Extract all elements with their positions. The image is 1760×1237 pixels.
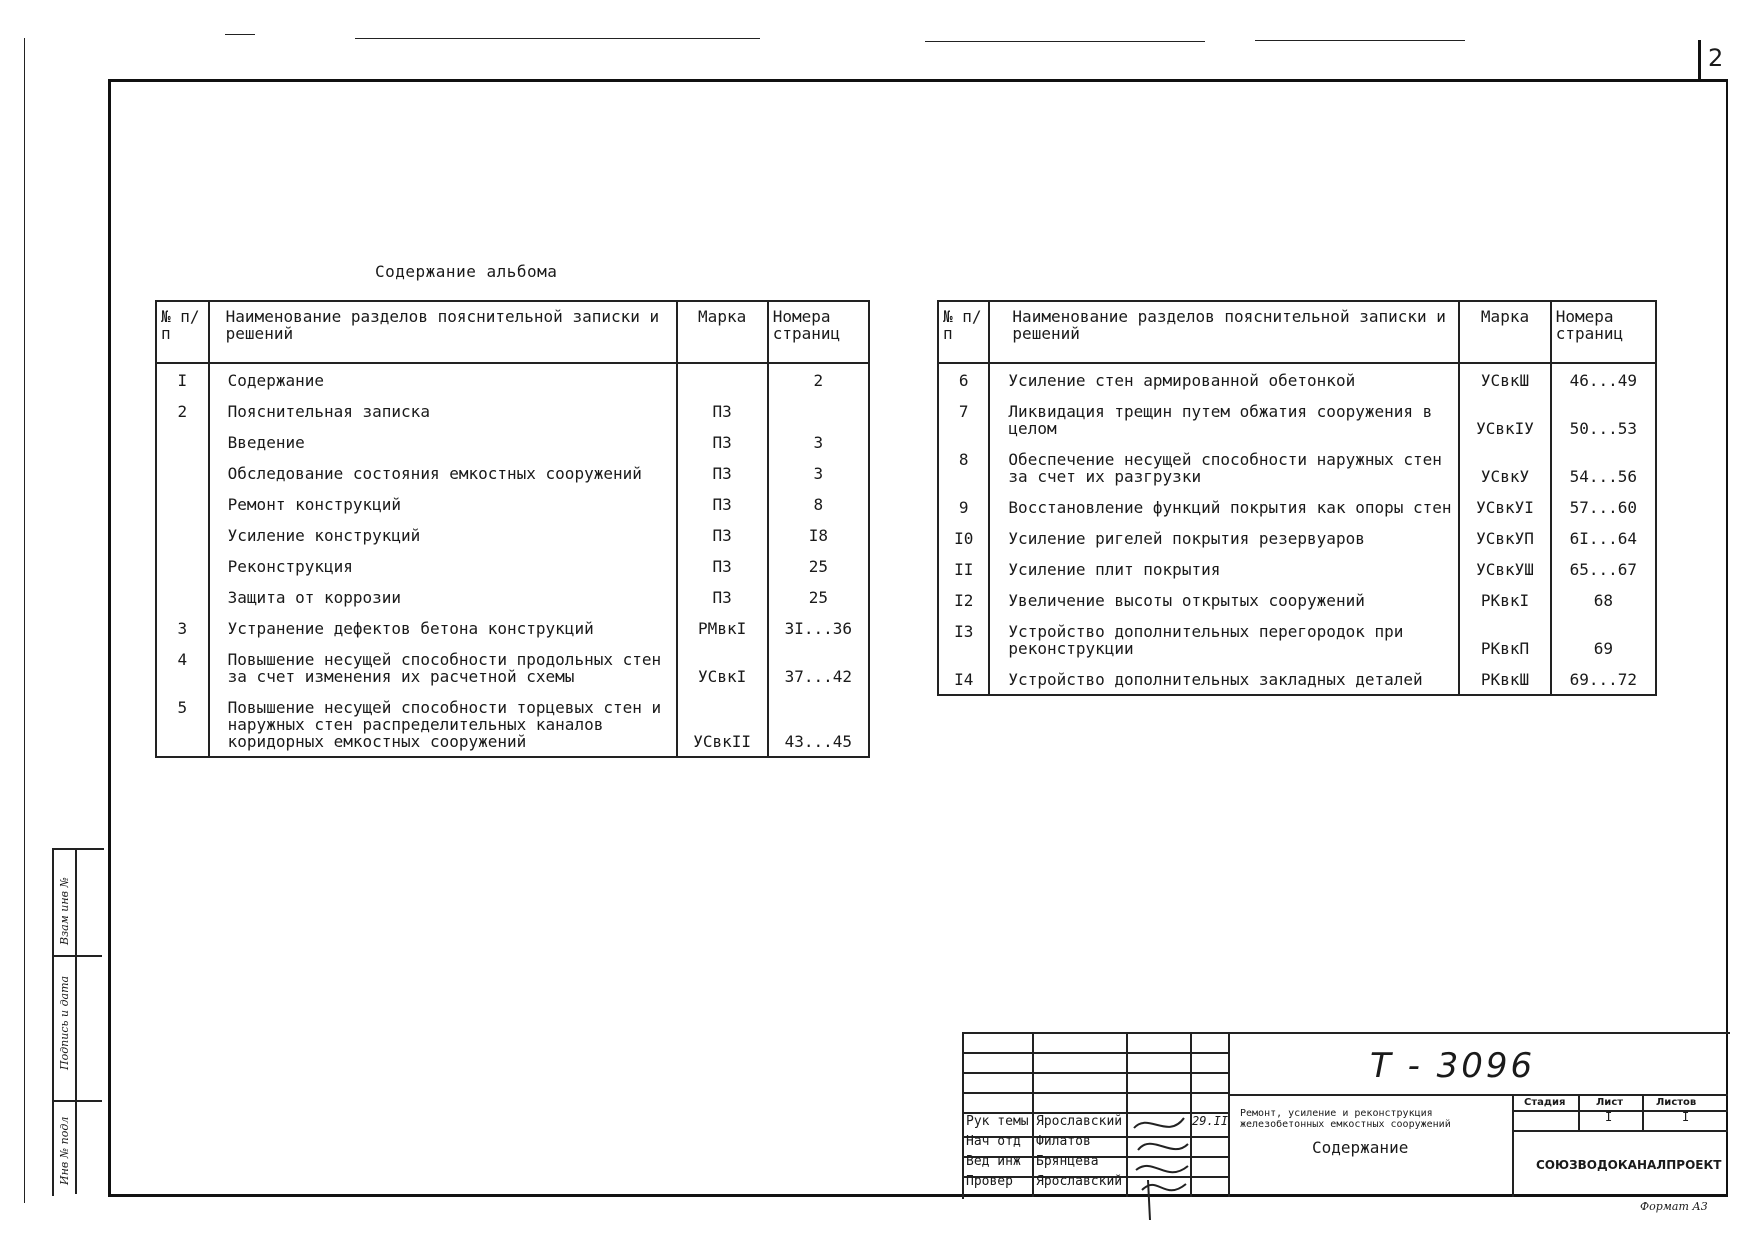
row-number: I4: [938, 663, 989, 695]
sheets-value: I: [1682, 1110, 1690, 1124]
stamp-line: [1228, 1032, 1230, 1197]
stamp-line: [1512, 1130, 1728, 1132]
table-row: [156, 395, 869, 426]
row-mark: ПЗ: [677, 426, 768, 457]
row-pages: 2: [813, 371, 824, 390]
section-name: Содержание: [1312, 1138, 1409, 1157]
table-row: [156, 426, 869, 457]
sidebar-field-replace-inv: Взам инв №: [58, 877, 71, 945]
row-title: Восстановление функций покрытия как опоры стен: [989, 491, 1459, 522]
row-pages: [768, 395, 869, 426]
row-title: Ликвидация трещин путем обжатия сооружения в целом: [989, 395, 1459, 443]
row-mark: [677, 363, 768, 395]
signature-date: 29.ІІ: [1192, 1114, 1229, 1128]
row-pages: 69...72: [1569, 670, 1638, 689]
row-mark: РМвкI: [677, 612, 768, 643]
stamp-line: [1512, 1110, 1728, 1112]
row-number: [156, 519, 209, 550]
header-mark: Марка: [1459, 301, 1550, 363]
table-row: [156, 457, 869, 488]
row-pages: 3I...36: [784, 619, 853, 638]
table-row: [938, 584, 1656, 615]
header-num: № п/п: [938, 301, 989, 363]
row-mark: РКвкШ: [1459, 663, 1550, 695]
table-row: [156, 643, 869, 691]
scan-line: [225, 34, 255, 35]
row-title: Усиление стен армированной обетонкой: [989, 363, 1459, 395]
row-number: I2: [938, 584, 989, 615]
row-title: Устранение дефектов бетона конструкций: [209, 612, 677, 643]
row-number: 5: [156, 691, 209, 757]
row-mark: ПЗ: [677, 457, 768, 488]
sidebar-divider: [75, 848, 77, 1194]
row-pages: 37...42: [784, 667, 853, 686]
row-mark: РКвкП: [1459, 615, 1550, 663]
contents-table-left: [155, 300, 870, 758]
row-mark: ПЗ: [677, 550, 768, 581]
row-title: Устройство дополнительных закладных деталей: [989, 663, 1459, 695]
row-mark: УСвкУ: [1459, 443, 1550, 491]
row-pages: 6I...64: [1569, 529, 1638, 548]
row-mark: УСвкIУ: [1459, 395, 1550, 443]
row-pages: I8: [808, 526, 828, 545]
table-row: [938, 522, 1656, 553]
stage-label: Стадия: [1524, 1097, 1566, 1108]
row-title: Реконструкция: [209, 550, 677, 581]
row-number: [156, 457, 209, 488]
row-title: Повышение несущей способности торцевых стен и наружных стен распределительных каналов коридорных емкостных сооружений: [209, 691, 677, 757]
row-number: 7: [938, 395, 989, 443]
row-title: Обеспечение несущей способности наружных стен за счет их разгрузки: [989, 443, 1459, 491]
scan-line: [925, 41, 1205, 42]
row-pages: 65...67: [1569, 560, 1638, 579]
signature-role: Провер: [966, 1174, 1013, 1189]
scan-line: [1255, 40, 1465, 41]
sheet-value: I: [1605, 1110, 1613, 1124]
row-number: 8: [938, 443, 989, 491]
row-mark: ПЗ: [677, 519, 768, 550]
stamp-line: [962, 1052, 1228, 1054]
row-pages: 8: [813, 495, 824, 514]
row-pages: 69: [1593, 639, 1613, 658]
row-mark: ПЗ: [677, 395, 768, 426]
table-row: [156, 691, 869, 757]
row-title: Обследование состояния емкостных сооружений: [209, 457, 677, 488]
sheets-label: Листов: [1656, 1097, 1697, 1108]
table-row: [156, 488, 869, 519]
table-row: [156, 612, 869, 643]
project-name: Ремонт, усиление и реконструкция железобетонных емкостных сооружений: [1240, 1108, 1451, 1130]
table-row: [938, 663, 1656, 695]
row-title: Усиление плит покрытия: [989, 553, 1459, 584]
row-title: Повышение несущей способности продольных стен за счет изменения их расчетной схемы: [209, 643, 677, 691]
table-row: [938, 395, 1656, 443]
sidebar-line: [52, 1100, 102, 1102]
stamp-line: [1032, 1032, 1034, 1197]
table-row: [938, 553, 1656, 584]
row-mark: УСвкУП: [1459, 522, 1550, 553]
stamp-line: [1642, 1094, 1644, 1130]
row-title: Введение: [209, 426, 677, 457]
row-number: I0: [938, 522, 989, 553]
stamp-line: [962, 1092, 1228, 1094]
contents-table-right: [937, 300, 1657, 696]
signature-role: Вед инж: [966, 1154, 1021, 1169]
table-row: [156, 550, 869, 581]
stamp-line: [1228, 1094, 1728, 1096]
signature-name: Ярославский: [1036, 1174, 1123, 1189]
table-header-row: [156, 301, 869, 363]
row-number: 2: [156, 395, 209, 426]
row-mark: УСвкI: [677, 643, 768, 691]
row-title: Усиление ригелей покрытия резервуаров: [989, 522, 1459, 553]
row-title: Устройство дополнительных перегородок при реконструкции: [989, 615, 1459, 663]
row-number: [156, 426, 209, 457]
signature-name: Филатов: [1036, 1134, 1091, 1149]
row-pages: 54...56: [1569, 467, 1638, 486]
table-row: [156, 581, 869, 612]
row-pages: 50...53: [1569, 419, 1638, 438]
row-pages: 3: [813, 464, 824, 483]
row-title: Содержание: [209, 363, 677, 395]
table-row: [938, 491, 1656, 522]
sheet-number-box: [1698, 40, 1756, 80]
paper-format: Формат А3: [1640, 1200, 1708, 1213]
table-row: [938, 443, 1656, 491]
row-title: Ремонт конструкций: [209, 488, 677, 519]
row-pages: 68: [1593, 591, 1613, 610]
row-number: 6: [938, 363, 989, 395]
row-pages: 43...45: [784, 732, 853, 751]
scan-edge-line: [24, 38, 25, 1203]
row-number: I: [156, 363, 209, 395]
table-row: [156, 363, 869, 395]
row-number: [156, 488, 209, 519]
sheet-label: Лист: [1596, 1097, 1624, 1108]
table-header-row: [938, 301, 1656, 363]
row-mark: УСвкУШ: [1459, 553, 1550, 584]
page-title: Содержание альбома: [375, 262, 558, 281]
signature-name: Ярославский: [1036, 1114, 1123, 1129]
row-pages: 3: [813, 433, 824, 452]
row-mark: РКвкI: [1459, 584, 1550, 615]
header-name: Наименование разделов пояснительной записки и решений: [989, 301, 1459, 363]
header-pages: Номера страниц: [768, 301, 869, 363]
row-pages: 46...49: [1569, 371, 1638, 390]
signature-scribbles: [1128, 1110, 1194, 1220]
header-name: Наименование разделов пояснительной записки и решений: [209, 301, 677, 363]
row-mark: ПЗ: [677, 581, 768, 612]
row-pages: 25: [808, 588, 828, 607]
row-title: Увеличение высоты открытых сооружений: [989, 584, 1459, 615]
organization-name: СОЮЗВОДОКАНАЛПРОЕКТ: [1536, 1158, 1722, 1172]
row-number: II: [938, 553, 989, 584]
row-title: Пояснительная записка: [209, 395, 677, 426]
row-number: [156, 581, 209, 612]
table-row: [938, 363, 1656, 395]
signature-name: Брянцева: [1036, 1154, 1099, 1169]
row-title: Защита от коррозии: [209, 581, 677, 612]
row-mark: УСвкII: [677, 691, 768, 757]
header-num: № п/п: [156, 301, 209, 363]
row-number: 4: [156, 643, 209, 691]
row-number: [156, 550, 209, 581]
row-title: Усиление конструкций: [209, 519, 677, 550]
signature-role: Нач отд: [966, 1134, 1021, 1149]
header-pages: Номера страниц: [1551, 301, 1656, 363]
table-row: [156, 519, 869, 550]
row-pages: 57...60: [1569, 498, 1638, 517]
row-mark: УСвкУI: [1459, 491, 1550, 522]
sheet-number: 2: [1708, 44, 1724, 72]
stamp-line: [962, 1072, 1228, 1074]
document-code: Т - 3096: [1370, 1046, 1536, 1086]
row-mark: ПЗ: [677, 488, 768, 519]
signature-role: Рук темы: [966, 1114, 1029, 1129]
sidebar-field-signature-date: Подпись и дата: [58, 975, 71, 1070]
sidebar-field-inv-original: Инв № подл: [58, 1116, 71, 1185]
table-row: [938, 615, 1656, 663]
row-number: 3: [156, 612, 209, 643]
row-number: 9: [938, 491, 989, 522]
scan-line: [355, 38, 760, 39]
row-pages: 25: [808, 557, 828, 576]
sidebar-line: [52, 955, 102, 957]
row-number: I3: [938, 615, 989, 663]
row-mark: УСвкШ: [1459, 363, 1550, 395]
header-mark: Марка: [677, 301, 768, 363]
stamp-line: [1578, 1094, 1580, 1130]
